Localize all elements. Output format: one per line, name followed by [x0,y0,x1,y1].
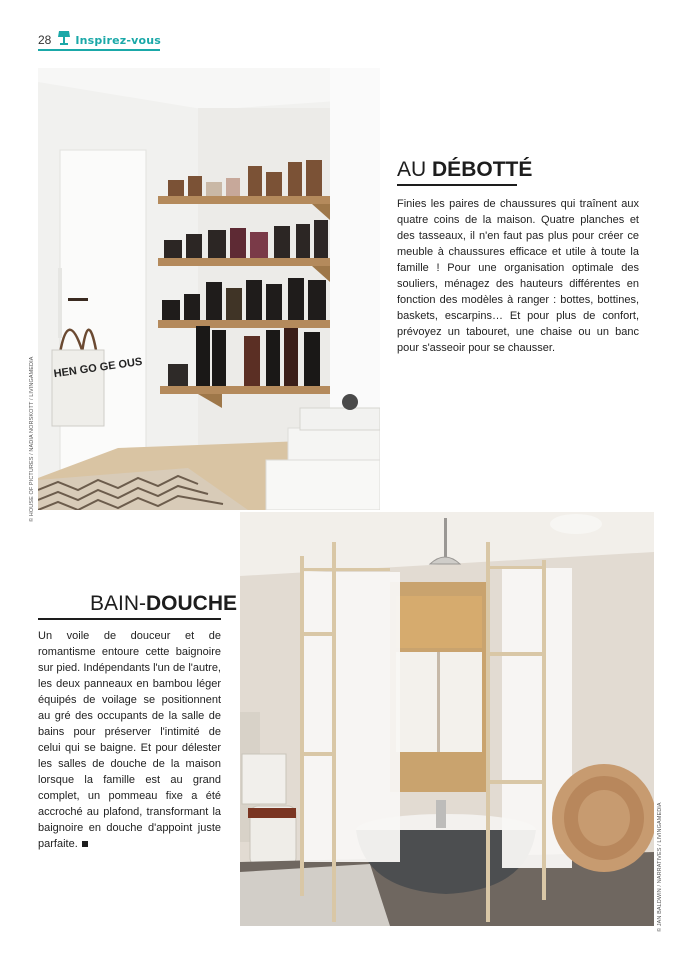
photo-credit: © HOUSE OF PICTURES / NADIA NORSKOTT / LIVINGAMEDIA [29,356,35,522]
title-underline [397,184,517,186]
header-rule [38,49,160,51]
article-body [38,628,221,852]
article-title [397,158,532,182]
bag-text: HEN GO GE OUS [53,355,144,381]
title-bold: DOUCHE [146,592,238,615]
title-underline [38,618,221,620]
lamp-icon [57,30,75,51]
end-mark [82,841,88,847]
shoe-shelf-photo [38,68,380,510]
title-light: BAIN- [90,592,147,615]
article-body: Finies les paires de chaussures qui traînent aux quatre coins de la maison. Quatre planches et des tasseaux, il n'en faut pas plus pour créer ce meuble à chaussures efficace et utile à toute la famille ! Pour une organisation optimale des souliers, ménagez des hauteurs différentes en fonction des modèles à ranger : bottes, bottines, baskets, escarpins… Et pour plus de confort, prévoyez un tabouret, une chaise ou un banc pour s'asseoir pour se chausser. [397,198,639,354]
page-header [38,30,161,50]
page-number: 28 [38,33,52,47]
article-title [90,592,237,616]
article-body-text: Un voile de douceur et de romantisme entoure cette baignoire sur pied. Indépendants l'un de l'autre, les deux panneaux en bambou léger équipés de voilage se positionnent au gré des occupants de la salle de bains pour préserver l'intimité de celui qui se baigne. Et pour délester les salles de douche de la maison lorsque la famille est au grand complet, un pommeau fixe a été accroché au plafond, transformant la baignoire en douche d'appoint juste parfaite. [38,630,221,850]
section-label: Inspirez-vous [75,33,162,47]
title-bold: DÉBOTTÉ [432,158,533,181]
title-light: AU [397,158,433,181]
photo-credit: © JAN BALDWIN / NARRATIVES / LIVINGAMEDIA [657,802,663,932]
bathtub-photo [240,512,654,926]
